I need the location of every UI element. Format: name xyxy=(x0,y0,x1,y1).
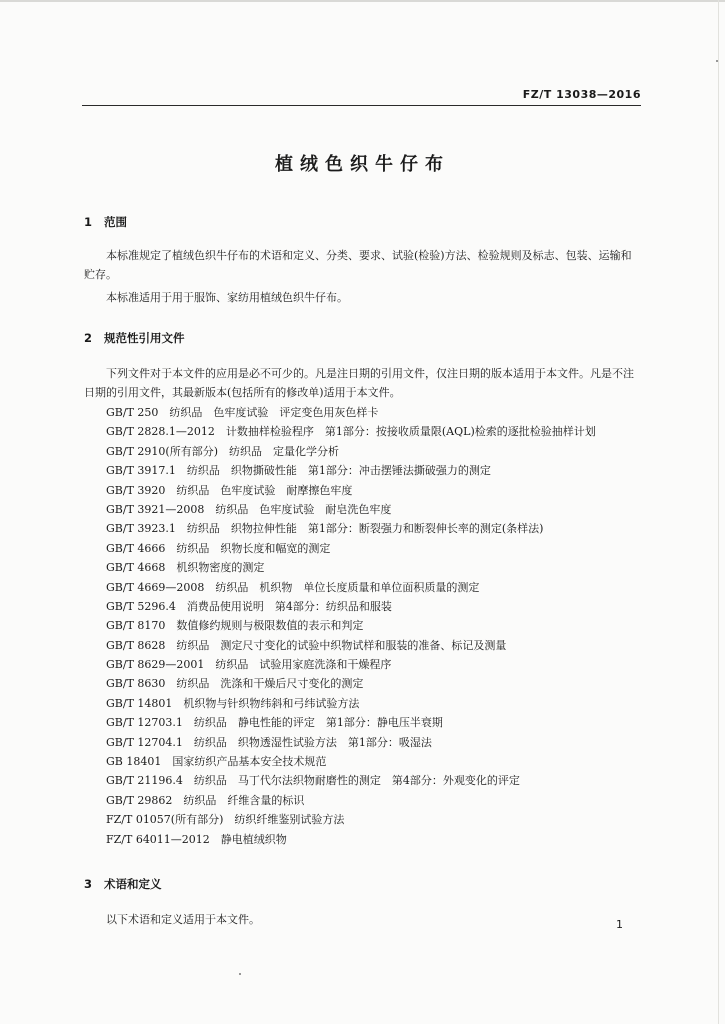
section-2-heading xyxy=(84,330,185,346)
reference-item: FZ/T 64011—2012 静电植绒织物 xyxy=(106,832,287,846)
reference-item: GB/T 8630 纺织品 洗涤和干燥后尺寸变化的测定 xyxy=(106,677,364,691)
header-rule xyxy=(82,105,641,106)
reference-item: GB/T 21196.4 纺织品 马丁代尔法织物耐磨性的测定 第4部分：外观变化的评定 xyxy=(106,774,520,788)
reference-item: GB/T 12704.1 纺织品 织物透湿性试验方法 第1部分：吸湿法 xyxy=(106,735,432,749)
terms-paragraph: 以下术语和定义适用于本文件。 xyxy=(106,913,260,926)
reference-item: FZ/T 01057(所有部分) 纺织纤维鉴别试验方法 xyxy=(106,813,345,827)
scope-paragraph-1: 本标准规定了植绒色织牛仔布的术语和定义、分类、要求、试验(检验)方法、检验规则及标志、包装、运输和贮存。 xyxy=(84,249,632,281)
scan-top-edge xyxy=(0,0,725,2)
section-title: 规范性引用文件 xyxy=(104,331,185,345)
section-number: 3 xyxy=(84,877,93,891)
reference-item: GB/T 2828.1—2012 计数抽样检验程序 第1部分：按接收质量限(AQL)检索的逐批检验抽样计划 xyxy=(106,425,596,439)
reference-item: GB/T 8628 纺织品 测定尺寸变化的试验中织物试样和服装的准备、标记及测量 xyxy=(106,638,507,652)
standard-code: FZ/T 13038—2016 xyxy=(522,88,641,101)
reference-item: GB/T 2910(所有部分) 纺织品 定量化学分析 xyxy=(106,444,339,458)
section-number: 2 xyxy=(84,331,93,345)
reference-item: GB/T 4666 纺织品 织物长度和幅宽的测定 xyxy=(106,541,331,555)
reference-item: GB/T 12703.1 纺织品 静电性能的评定 第1部分：静电压半衰期 xyxy=(106,716,443,730)
normative-references-list xyxy=(84,403,644,849)
reference-item: GB/T 8629—2001 纺织品 试验用家庭洗涤和干燥程序 xyxy=(106,658,392,672)
section-number: 1 xyxy=(84,215,93,229)
reference-item: GB/T 3923.1 纺织品 织物拉伸性能 第1部分：断裂强力和断裂伸长率的测定(条样法) xyxy=(106,522,544,536)
section-1-heading xyxy=(84,214,127,230)
reference-item: GB 18401 国家纺织产品基本安全技术规范 xyxy=(106,755,327,769)
section-3-heading xyxy=(84,876,162,892)
page-number: 1 xyxy=(616,918,623,931)
document-title: 植绒色织牛仔布 xyxy=(275,154,450,175)
scope-paragraph-2: 本标准适用于用于服饰、家纺用植绒色织牛仔布。 xyxy=(106,291,348,304)
section-title: 术语和定义 xyxy=(104,877,162,891)
section-title: 范围 xyxy=(104,215,127,229)
reference-item: GB/T 3917.1 纺织品 织物撕破性能 第1部分：冲击摆锤法撕破强力的测定 xyxy=(106,464,491,478)
reference-item: GB/T 250 纺织品 色牢度试验 评定变色用灰色样卡 xyxy=(106,406,379,419)
scan-speck xyxy=(716,60,718,62)
reference-item: GB/T 4669—2008 纺织品 机织物 单位长度质量和单位面积质量的测定 xyxy=(106,580,480,594)
scan-speck xyxy=(239,973,241,975)
reference-item: GB/T 5296.4 消费品使用说明 第4部分：纺织品和服装 xyxy=(106,599,392,613)
reference-item: GB/T 4668 机织物密度的测定 xyxy=(106,561,265,575)
reference-item: GB/T 8170 数值修约规则与极限数值的表示和判定 xyxy=(106,619,364,633)
reference-item: GB/T 3921—2008 纺织品 色牢度试验 耐皂洗色牢度 xyxy=(106,502,392,516)
reference-item: GB/T 3920 纺织品 色牢度试验 耐摩擦色牢度 xyxy=(106,483,353,497)
reference-item: GB/T 14801 机织物与针织物纬斜和弓纬试验方法 xyxy=(106,696,360,710)
references-intro: 下列文件对于本文件的应用是必不可少的。凡是注日期的引用文件，仅注日期的版本适用于本文件。凡是不注日期的引用文件，其最新版本(包括所有的修改单)适用于本文件。 xyxy=(84,367,634,399)
reference-item: GB/T 29862 纺织品 纤维含量的标识 xyxy=(106,793,305,807)
